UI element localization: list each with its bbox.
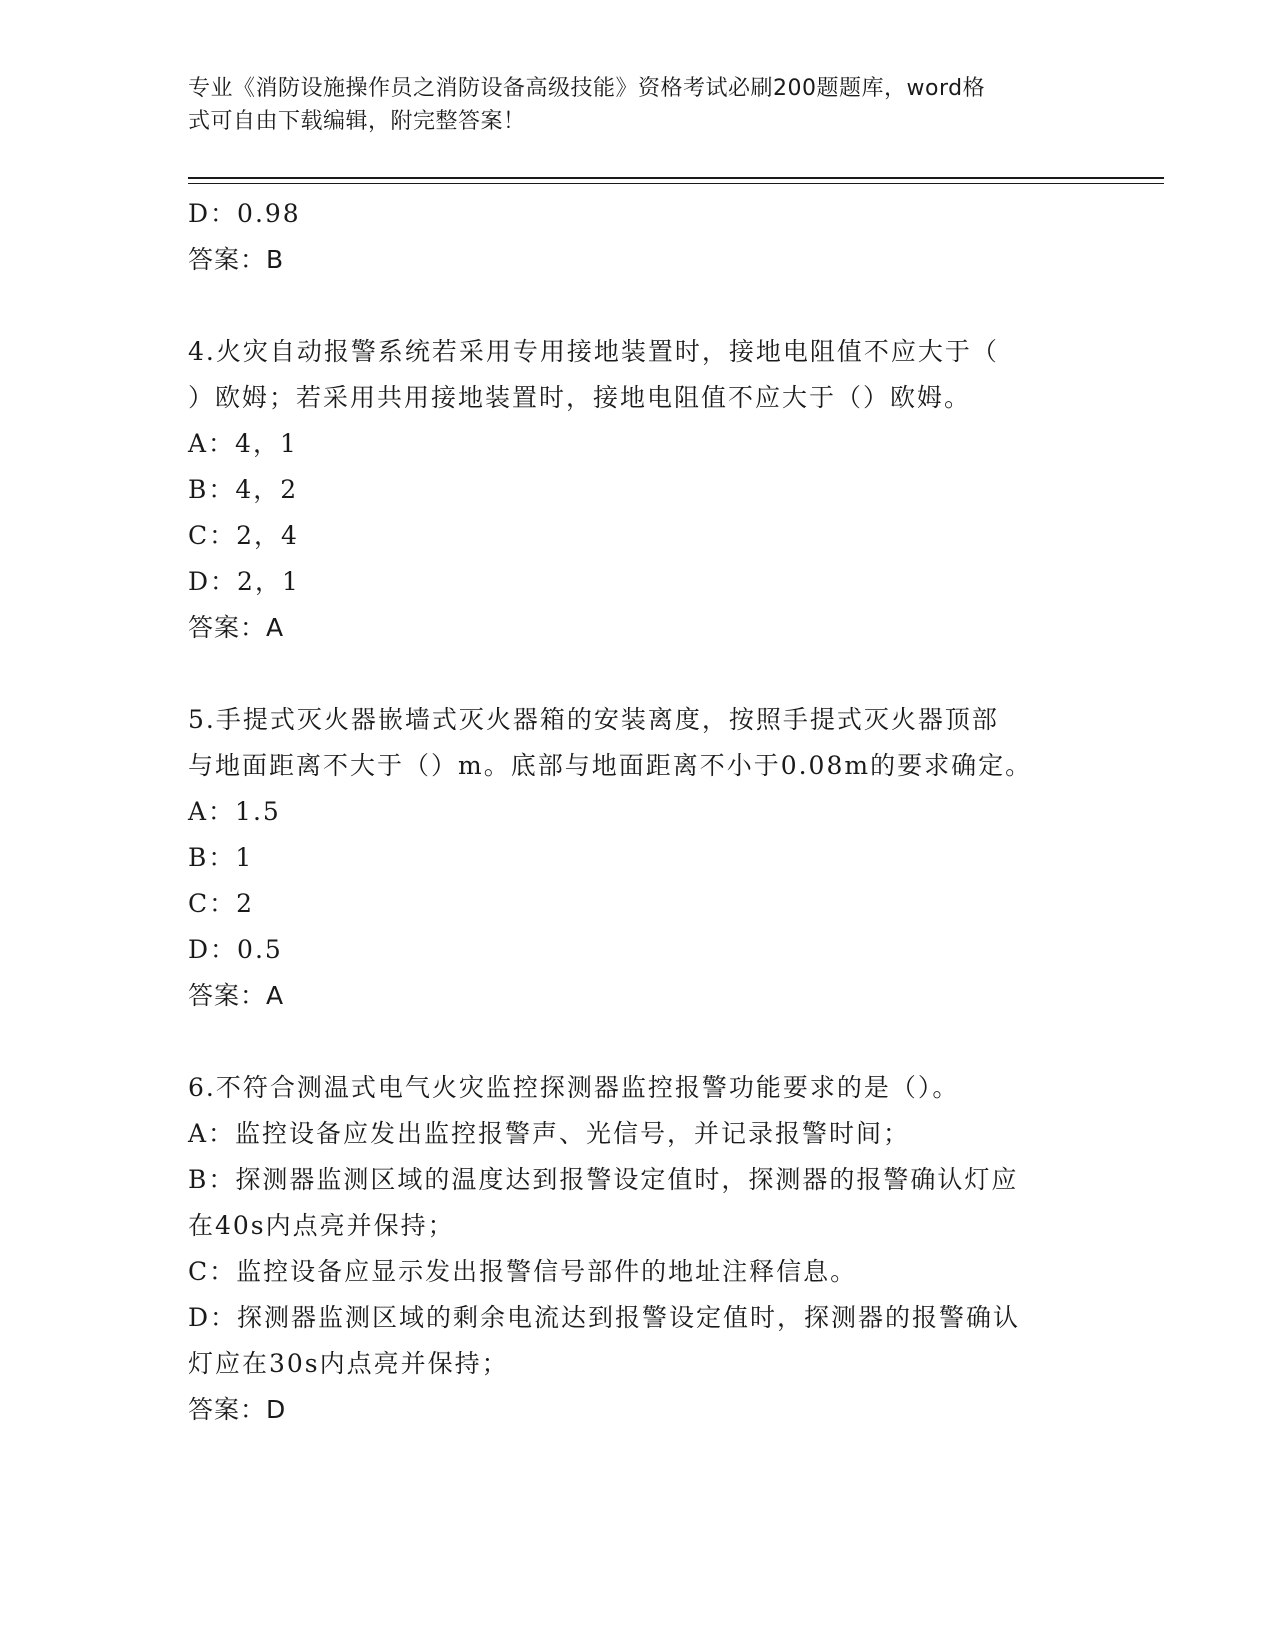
question-stem: 6.不符合测温式电气火灾监控探测器监控报警功能要求的是（）。 [188,1073,960,1102]
option-c: C：2，4 [188,521,299,550]
question-5 [188,697,1088,1019]
question-stem: 5.手提式灭火器嵌墙式灭火器箱的安装离度，按照手提式灭火器顶部 [188,705,999,734]
option-d: D：探测器监测区域的剩余电流达到报警设定值时，探测器的报警确认 [188,1303,1021,1332]
header-divider-thin [188,183,1164,184]
option-a: A：4，1 [188,429,298,458]
document-body [188,191,1088,1433]
question-3-tail [188,191,1088,283]
spacer [188,651,1088,697]
question-6 [188,1065,1088,1433]
question-stem-continued: 与地面距离不大于（）m。底部与地面距离不小于0.08m的要求确定。 [188,751,1033,780]
option-c: C：监控设备应显示发出报警信号部件的地址注释信息。 [188,1257,858,1286]
answer-line: 答案：A [188,613,285,642]
option-a: A：1.5 [188,797,281,826]
option-b: B：探测器监测区域的温度达到报警设定值时，探测器的报警确认灯应 [188,1165,1019,1194]
answer-line: 答案：D [188,1395,287,1424]
question-stem: 4.火灾自动报警系统若采用专用接地装置时，接地电阻值不应大于（ [188,337,999,366]
header-line-1: 专业《消防设施操作员之消防设备高级技能》资格考试必刷200题题库，word格 [188,76,986,101]
spacer [188,1019,1088,1065]
answer-line: 答案：A [188,981,285,1010]
option-c: C：2 [188,889,255,918]
option-d-continued: 灯应在30s内点亮并保持； [188,1349,509,1378]
option-d: D：0.98 [188,199,301,228]
option-a: A：监控设备应发出监控报警声、光信号，并记录报警时间； [188,1119,911,1148]
option-d: D：2，1 [188,567,300,596]
spacer [188,283,1088,329]
option-b: B：1 [188,843,254,872]
header-line-2: 式可自由下载编辑，附完整答案！ [188,109,526,134]
question-stem-continued: ）欧姆；若采用共用接地装置时，接地电阻值不应大于（）欧姆。 [188,383,972,412]
answer-line: 答案：B [188,245,285,274]
header-divider-thick [188,177,1164,179]
option-b-continued: 在40s内点亮并保持； [188,1211,455,1240]
document-header [188,72,1068,138]
option-b: B：4，2 [188,475,299,504]
question-4 [188,329,1088,651]
option-d: D：0.5 [188,935,283,964]
